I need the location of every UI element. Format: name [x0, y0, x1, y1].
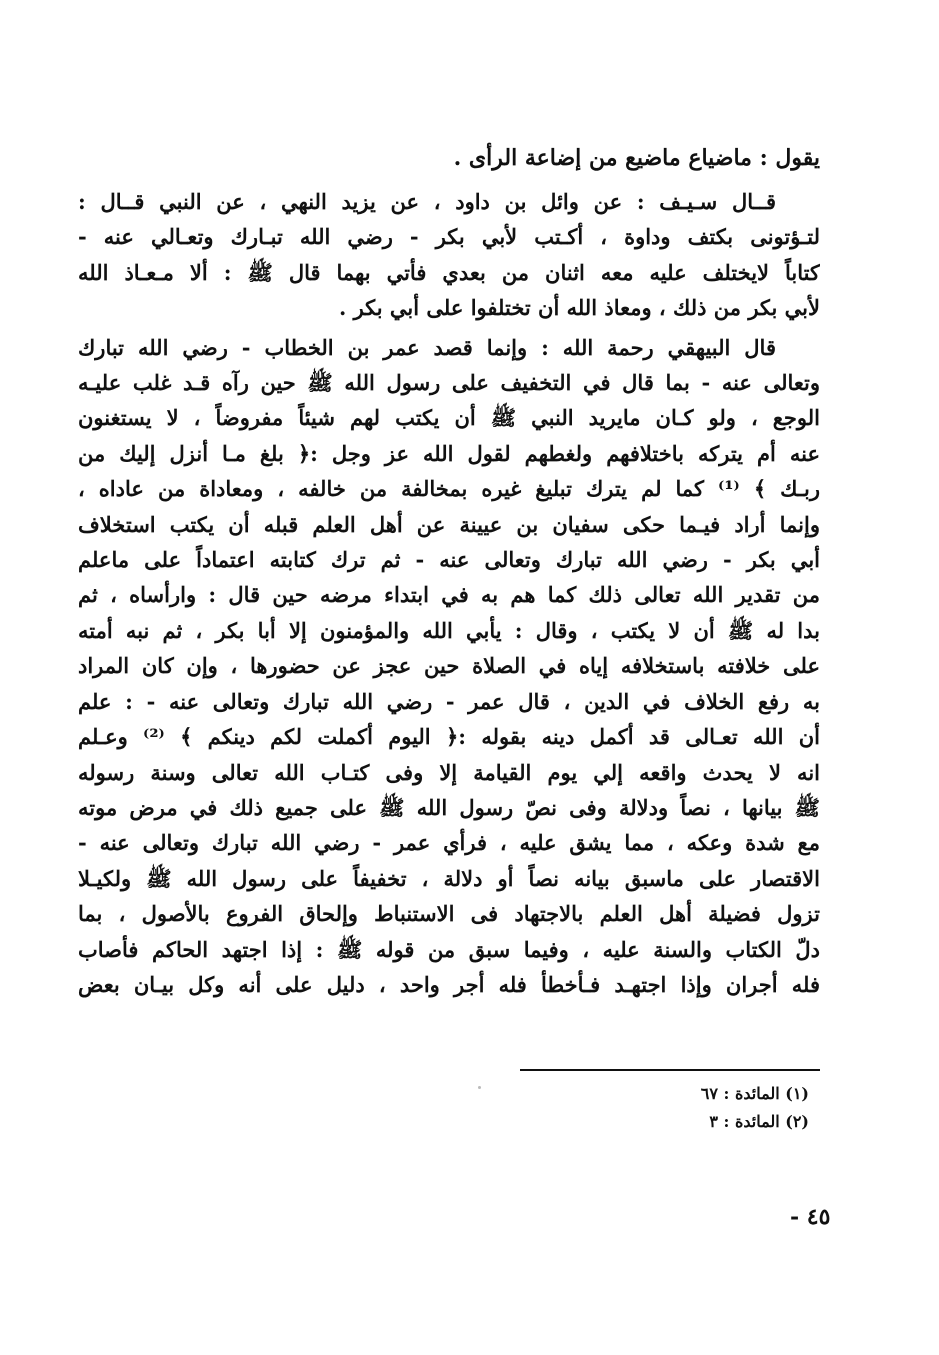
footnotes: [701, 1080, 809, 1136]
footnote-2: (٢) المائدة : ٣: [709, 1112, 809, 1131]
paragraph-2: [78, 330, 820, 1003]
text-line: دلّ الكتاب والسنة عليه ، وفيما سبق من قوله ﷺ : إذا اجتهد الحاكم فأصاب: [78, 936, 820, 962]
text-line: ﷺ بيانها ، نصاً ودلالة وفى نصّ رسول الله ﷺ على جميع ذلك في مرض موته: [78, 794, 820, 820]
page-number: ٤٥ -: [790, 1204, 831, 1230]
scan-speck: [478, 1086, 481, 1089]
text-line: فله أجران وإذا اجتهـد فـأخطأ فله أجر واحد ، دليل على أنه وكل بيـان بعض: [78, 971, 820, 997]
text-line: عنه أم يتركه باختلافهم ولغطهم لقول الله عز وجل :﴿ بلغ مـا أنزل إليك من: [78, 440, 820, 466]
text-line: بدا له ﷺ أن لا يكتب ، وقال : يأبي الله والمؤمنون إلا أبا بكر ، ثم نبه أمته: [78, 617, 820, 643]
opening-line: يقول : ماضياع ماضيع من إضاعة الرأى .: [453, 145, 820, 171]
footnote-1: (١) المائدة : ٦٧: [700, 1084, 809, 1103]
text-line: أن الله تعـالى قد أكمل دينه بقوله :﴿ اليوم أكملت لكم دينكم ﴾ ⁽²⁾ وعـلم: [78, 724, 820, 750]
body-text: [78, 140, 820, 1002]
text-line: وتعالى عنه - بما قال في التخفيف على رسول الله ﷺ حين رآه قـد غلب عليـه: [78, 370, 820, 396]
text-line: وإنما أراد فيـما حكى سفيان بن عيينة عن أهل العلم قبله أن يكتب استخلاف: [78, 511, 820, 537]
text-line: ربـك ﴾ ⁽¹⁾ كما لم يترك تبليغ غيره بمخالفة من خالفه ، ومعاداة من عاداه ،: [78, 476, 820, 502]
text-line: الاقتصار على ماسبق بيانه نصاً أو دلالة ، تخفيفاً على رسول الله ﷺ ولكيـلا: [78, 865, 820, 891]
paragraph-1: [78, 184, 820, 326]
text-line: انه لا يحدث واقعه إلي يوم القيامة إلا وفى كتـاب الله تعالى وسنة رسوله: [78, 759, 820, 785]
text-line: به رفع الخلاف في الدين ، قال عمر - رضي الله تبارك وتعالى عنه - : علم: [78, 688, 820, 714]
text-line: من تقدير الله تعالى ذلك كما هم به في ابتداء مرضه حين قال : وارأساه ، ثم: [78, 582, 820, 608]
text-line: قال البيهقي رحمة الله : وإنما قصد عمر بن الخطاب - رضي الله تبارك: [78, 334, 776, 360]
text-line: كتاباً لايختلف عليه معه اثنان من بعدي فأتي بهما قال ﷺ : ألا مـعـاذ الله: [78, 259, 820, 285]
text-line: لأبي بكر من ذلك ، ومعاذ الله أن تختلفوا على أبي بكر .: [338, 295, 820, 321]
text-line: لتـؤتونى بكتف وداوة ، أكـتب لأبي بكر - رضي الله تبـارك وتعـالي عنه -: [78, 224, 820, 250]
text-line: على خلافته باستخلافه إياه في الصلاة حين عجز عن حضورها ، وإن كان المراد: [78, 653, 820, 679]
footnote-divider: [520, 1069, 820, 1071]
text-line: أبي بكر - رضي الله تبارك وتعالى عنه - ثم ترك كتابته اعتماداً على ماعلم: [78, 547, 820, 573]
text-line: الوجع ، ولو كـان مايريد النبي ﷺ أن يكتب لهم شيئاً مفروضاً ، لا يستغنون: [78, 405, 820, 431]
text-line: قــال سـيـف : عن وائل بن داود ، عن يزيد النهي ، عن النبي قــال :: [78, 189, 776, 214]
text-line: مع شدة وعكه ، مما يشق عليه ، فرأي عمر - رضي الله تبارك وتعالى عنه -: [78, 830, 820, 856]
text-line: تزول فضيلة أهل العلم بالاجتهاد فى الاستنباط وإلحاق الفروع بالأصول ، بما: [78, 901, 820, 927]
